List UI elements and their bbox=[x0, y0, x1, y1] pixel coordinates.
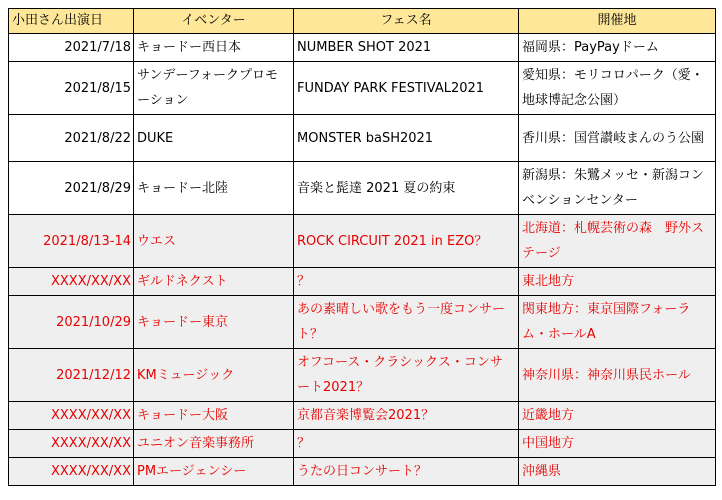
cell-eventer[interactable]: ギルドネクスト bbox=[134, 268, 294, 296]
cell-venue[interactable]: 愛知県：モリコロパーク（愛・地球博記念公園） bbox=[519, 62, 716, 115]
cell-fes-name[interactable]: オフコース・クラシックス・コンサート2021？ bbox=[294, 349, 519, 402]
cell-eventer[interactable]: DUKE bbox=[134, 115, 294, 162]
table-row-tentative bbox=[9, 402, 716, 430]
table-row-tentative bbox=[9, 215, 716, 268]
table-row-tentative bbox=[9, 296, 716, 349]
table-row bbox=[9, 62, 716, 115]
cell-fes-name[interactable]: 京都音楽博覧会2021？ bbox=[294, 402, 519, 430]
cell-venue[interactable]: 関東地方：東京国際フォーラム・ホールA bbox=[519, 296, 716, 349]
cell-fes-name[interactable]: FUNDAY PARK FESTIVAL2021 bbox=[294, 62, 519, 115]
cell-eventer[interactable]: ウエス bbox=[134, 215, 294, 268]
cell-venue[interactable]: 中国地方 bbox=[519, 430, 716, 458]
header-venue[interactable]: 開催地 bbox=[519, 9, 716, 34]
cell-eventer[interactable]: PMエージェンシー bbox=[134, 458, 294, 486]
cell-venue[interactable]: 神奈川県：神奈川県民ホール bbox=[519, 349, 716, 402]
cell-date[interactable]: 2021/7/18 bbox=[9, 34, 134, 62]
table-row bbox=[9, 115, 716, 162]
cell-venue[interactable]: 北海道：札幌芸術の森 野外ステージ bbox=[519, 215, 716, 268]
table-row-tentative bbox=[9, 430, 716, 458]
cell-date[interactable]: 2021/8/22 bbox=[9, 115, 134, 162]
table-row-tentative bbox=[9, 268, 716, 296]
header-fes-name[interactable]: フェス名 bbox=[294, 9, 519, 34]
cell-eventer[interactable]: サンデーフォークプロモーション bbox=[134, 62, 294, 115]
cell-eventer[interactable]: KMミュージック bbox=[134, 349, 294, 402]
cell-fes-name[interactable]: MONSTER baSH2021 bbox=[294, 115, 519, 162]
festival-schedule-table bbox=[8, 8, 716, 486]
table-row bbox=[9, 34, 716, 62]
cell-date[interactable]: 2021/8/13-14 bbox=[9, 215, 134, 268]
cell-date[interactable]: XXXX/XX/XX bbox=[9, 402, 134, 430]
cell-fes-name[interactable]: 音楽と髭達 2021 夏の約束 bbox=[294, 162, 519, 215]
cell-eventer[interactable]: キョードー東京 bbox=[134, 296, 294, 349]
cell-fes-name[interactable]: ROCK CIRCUIT 2021 in EZO？ bbox=[294, 215, 519, 268]
table-row-tentative bbox=[9, 458, 716, 486]
table-row bbox=[9, 162, 716, 215]
cell-date[interactable]: 2021/8/29 bbox=[9, 162, 134, 215]
cell-fes-name[interactable]: NUMBER SHOT 2021 bbox=[294, 34, 519, 62]
cell-eventer[interactable]: ユニオン音楽事務所 bbox=[134, 430, 294, 458]
header-eventer[interactable]: イベンター bbox=[134, 9, 294, 34]
header-row bbox=[9, 9, 716, 34]
cell-eventer[interactable]: キョードー西日本 bbox=[134, 34, 294, 62]
cell-fes-name[interactable]: あの素晴しい歌をもう一度コンサート？ bbox=[294, 296, 519, 349]
cell-fes-name[interactable]: うたの日コンサート？ bbox=[294, 458, 519, 486]
cell-venue[interactable]: 福岡県：PayPayドーム bbox=[519, 34, 716, 62]
header-date[interactable]: 小田さん出演日 bbox=[9, 9, 134, 34]
cell-venue[interactable]: 新潟県：朱鷺メッセ・新潟コンベンションセンター bbox=[519, 162, 716, 215]
cell-date[interactable]: XXXX/XX/XX bbox=[9, 458, 134, 486]
cell-date[interactable]: 2021/8/15 bbox=[9, 62, 134, 115]
table-row-tentative bbox=[9, 349, 716, 402]
cell-venue[interactable]: 東北地方 bbox=[519, 268, 716, 296]
cell-venue[interactable]: 沖縄県 bbox=[519, 458, 716, 486]
cell-eventer[interactable]: キョードー北陸 bbox=[134, 162, 294, 215]
cell-venue[interactable]: 近畿地方 bbox=[519, 402, 716, 430]
cell-date[interactable]: XXXX/XX/XX bbox=[9, 268, 134, 296]
cell-date[interactable]: 2021/12/12 bbox=[9, 349, 134, 402]
cell-venue[interactable]: 香川県：国営讃岐まんのう公園 bbox=[519, 115, 716, 162]
cell-date[interactable]: XXXX/XX/XX bbox=[9, 430, 134, 458]
cell-eventer[interactable]: キョードー大阪 bbox=[134, 402, 294, 430]
cell-date[interactable]: 2021/10/29 bbox=[9, 296, 134, 349]
cell-fes-name[interactable]: ？ bbox=[294, 268, 519, 296]
cell-fes-name[interactable]: ？ bbox=[294, 430, 519, 458]
